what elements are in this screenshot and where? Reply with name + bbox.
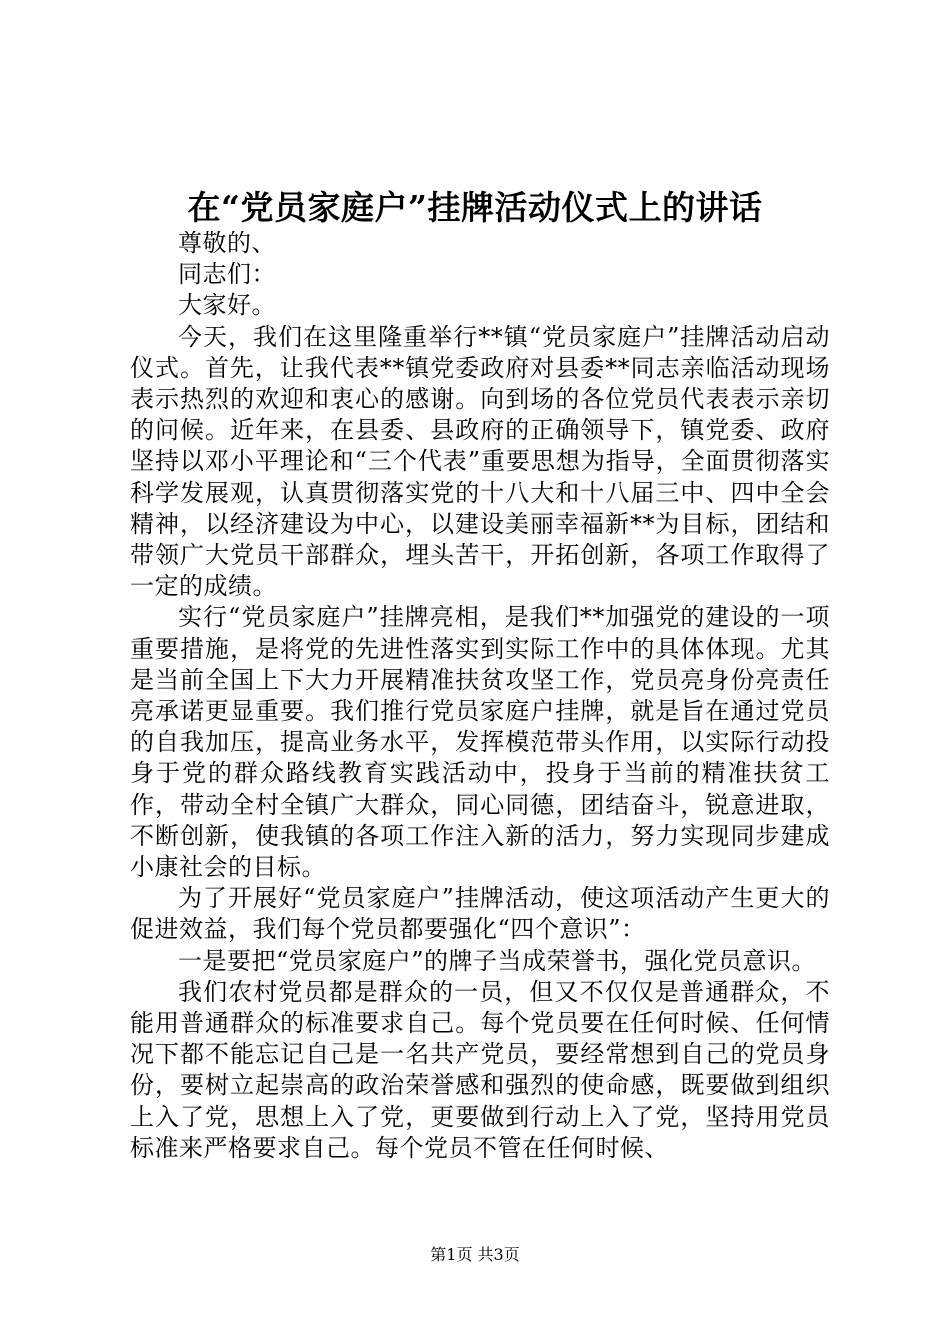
document-title: 在“党员家庭户”挂牌活动仪式上的讲话	[187, 188, 763, 227]
body-paragraph: 实行“党员家庭户”挂牌亮相，是我们**加强党的建设的一项重要措施，是将党的先进性落实到实际工作中的具体体现。尤其是当前全国上下大力开展精准扶贫攻坚工作，党员亮身份亮责任亮承诺更显重要。我们推行党员家庭户挂牌，就是旨在通过党员的自我加压，提高业务水平，发挥模范带头作用，以实际行动投身于党的群众路线教育实践活动中，投身于当前的精准扶贫工作，带动全村全镇广大群众，同心同德，团结奋斗，锐意进取，不断创新，使我镇的各项工作注入新的活力，努力实现同步建成小康社会的目标。	[130, 603, 830, 882]
greeting-line: 大家好。	[178, 291, 276, 320]
salutation-line-1: 尊敬的、	[178, 229, 276, 257]
body-paragraph: 今天，我们在这里隆重举行**镇“党员家庭户”挂牌活动启动仪式。首先，让我代表**镇党委政府对县委**同志亲临活动现场表示热烈的欢迎和衷心的感谢。向到场的各位党员代表表示亲切的问候。近年来，在县委、县政府的正确领导下，镇党委、政府坚持以邓小平理论和“三个代表”重要思想为指导，全面贯彻落实科学发展观，认真贯彻落实党的十八大和十八届三中、四中全会精神，以经济建设为中心，以建设美丽幸福新**为目标，团结和带领广大党员干部群众，埋头苦干，开拓创新，各项工作取得了一定的成绩。	[130, 322, 830, 601]
page-number-footer: 第1页 共3页	[430, 1245, 520, 1264]
body-paragraph: 我们农村党员都是群众的一员，但又不仅仅是普通群众，不能用普通群众的标准要求自己。每个党员要在任何时候、任何情况下都不能忘记自己是一名共产党员，要经常想到自己的党员身份，要树立起崇高的政治荣誉感和强烈的使命感，既要做到组织上入了党，思想上入了党，更要做到行动上入了党，坚持用党员标准来严格要求自己。每个党员不管在任何时候、	[130, 977, 830, 1162]
body-paragraph: 为了开展好“党员家庭户”挂牌活动，使这项活动产生更大的促进效益，我们每个党员都要强化“四个意识”：	[130, 884, 830, 944]
body-paragraph: 一是要把“党员家庭户”的牌子当成荣誉书，强化党员意识。	[178, 946, 817, 975]
salutation-line-2: 同志们：	[178, 260, 276, 289]
document-body	[130, 228, 830, 1164]
